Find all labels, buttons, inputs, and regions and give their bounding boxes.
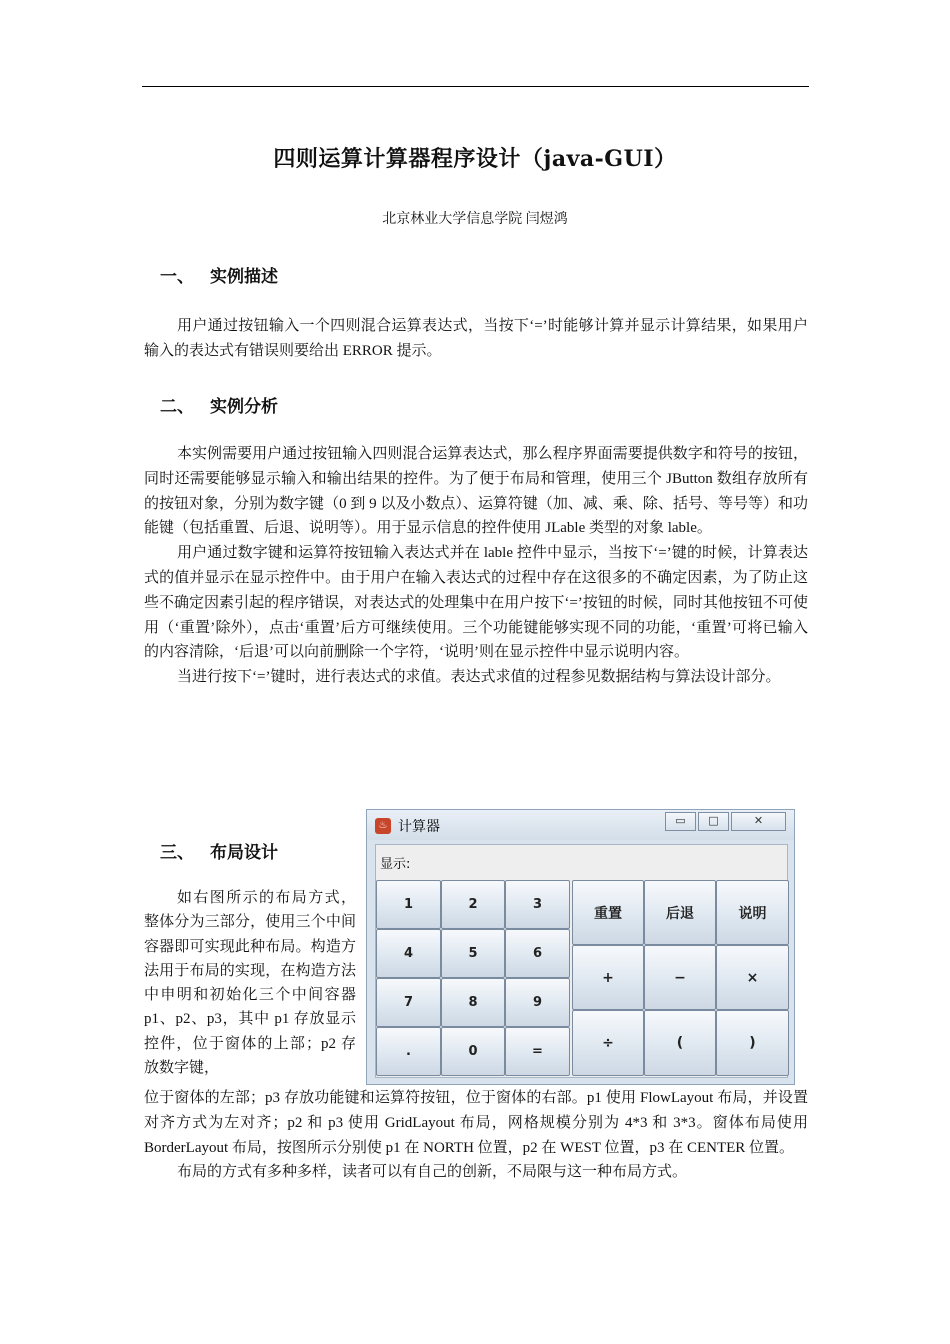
key-7[interactable]: 7 bbox=[376, 978, 441, 1027]
close-button[interactable]: ✕ bbox=[731, 812, 786, 831]
section-title: 实例分析 bbox=[210, 397, 278, 417]
key-9[interactable]: 9 bbox=[505, 978, 570, 1027]
paragraph: 当进行按下‘=’键时，进行表达式的求值。表达式求值的过程参见数据结构与算法设计部分。 bbox=[177, 669, 781, 686]
display-label: 显示: bbox=[380, 857, 411, 872]
section-1-heading bbox=[160, 262, 278, 287]
section-title: 布局设计 bbox=[210, 843, 278, 863]
section-2-heading bbox=[160, 392, 278, 417]
section-3-body-start bbox=[144, 886, 356, 1080]
header-rule bbox=[142, 86, 809, 87]
key-1[interactable]: 1 bbox=[376, 880, 441, 929]
key-0[interactable]: 0 bbox=[441, 1027, 505, 1076]
paragraph: 布局的方式有多种多样，读者可以有自己的创新，不局限与这一种布局方式。 bbox=[177, 1164, 688, 1181]
window-title: 计算器 bbox=[398, 819, 440, 835]
page-title: 四则运算计算器程序设计（java-GUI） bbox=[273, 146, 677, 172]
section-2-body bbox=[144, 442, 808, 690]
key-5[interactable]: 5 bbox=[441, 929, 505, 978]
reset-button[interactable]: 重置 bbox=[572, 880, 644, 945]
key-minus[interactable]: − bbox=[644, 945, 716, 1010]
paragraph: 用户通过数字键和运算符按钮输入表达式并在 lable 控件中显示，当按下‘=’键的时候，计算表达式的值并显示在显示控件中。由于用户在输入表达式的过程中存在这很多的不确定因素，为了防止这些不确定因素引起的程序错误，对表达式的处理集中在用户按下‘=’按钮的时候，同时其他按钮不可使用（‘重置’除外），点击‘重置’后方可继续使用。三个功能键能够实现不同的功能，‘重置’可将已输入的内容清除，‘后退’可以向前删除一个字符，‘说明’则在显示控件中显示说明内容。 bbox=[144, 545, 808, 661]
section-1-body bbox=[144, 314, 808, 364]
window-client-area bbox=[375, 844, 788, 1078]
key-open-paren[interactable]: ( bbox=[644, 1010, 716, 1076]
section-number: 二、 bbox=[160, 397, 194, 417]
key-decimal[interactable]: . bbox=[376, 1027, 441, 1076]
author-line: 北京林业大学信息学院 闫煜鸿 bbox=[382, 212, 568, 227]
java-app-icon: ♨ bbox=[375, 818, 391, 834]
paragraph-continuation: 位于窗体的左部；p3 存放功能键和运算符按钮，位于窗体的右部。p1 使用 FlowLayout 布局，并设置对齐方式为左对齐；p2 和 p3 使用 GridLayout 布局，网格规模分别为 4*3 和 3*3。窗体布局使用 BorderLayout 布局，按图所示分别使 p1 在 NORTH 位置，p2 在 WEST 位置，p3 在 CENTER 位置。 bbox=[144, 1090, 808, 1156]
maximize-button[interactable]: □ bbox=[698, 812, 729, 831]
key-multiply[interactable]: × bbox=[716, 945, 789, 1010]
key-6[interactable]: 6 bbox=[505, 929, 570, 978]
section-3-heading bbox=[160, 838, 278, 863]
help-button[interactable]: 说明 bbox=[716, 880, 789, 945]
section-number: 一、 bbox=[160, 267, 194, 287]
window-titlebar[interactable] bbox=[367, 810, 794, 840]
minimize-button[interactable]: ▭ bbox=[665, 812, 696, 831]
paragraph: 本实例需要用户通过按钮输入四则混合运算表达式，那么程序界面需要提供数字和符号的按钮，同时还需要能够显示输入和输出结果的控件。为了便于布局和管理，使用三个 JButton 数组存放所有的按钮对象，分别为数字键（0 到 9 以及小数点）、运算符键（加、减、乘、除、括号、等号等）和功能键（包括重置、后退、说明等）。用于显示信息的控件使用 JLable 类型的对象 lable。 bbox=[144, 446, 808, 537]
key-close-paren[interactable]: ) bbox=[716, 1010, 789, 1076]
key-4[interactable]: 4 bbox=[376, 929, 441, 978]
key-3[interactable]: 3 bbox=[505, 880, 570, 929]
key-8[interactable]: 8 bbox=[441, 978, 505, 1027]
key-2[interactable]: 2 bbox=[441, 880, 505, 929]
function-operator-panel bbox=[572, 880, 789, 1076]
paragraph: 用户通过按钮输入一个四则混合运算表达式，当按下‘=’时能够计算并显示计算结果，如果用户输入的表达式有错误则要给出 ERROR 提示。 bbox=[144, 318, 808, 359]
backspace-button[interactable]: 后退 bbox=[644, 880, 716, 945]
key-equals[interactable]: = bbox=[505, 1027, 570, 1076]
key-divide[interactable]: ÷ bbox=[572, 1010, 644, 1076]
section-number: 三、 bbox=[160, 843, 194, 863]
section-title: 实例描述 bbox=[210, 267, 278, 287]
paragraph: 如右图所示的布局方式，整体分为三部分，使用三个中间容器即可实现此种布局。构造方法用于布局的实现，在构造方法中申明和初始化三个中间容器 p1、p2、p3，其中 p1 存放显示控件，位于窗体的上部；p2 存放数字键， bbox=[144, 890, 356, 1077]
calculator-window bbox=[366, 809, 795, 1085]
number-key-panel bbox=[376, 880, 571, 1076]
section-3-body-rest bbox=[144, 1086, 808, 1185]
key-plus[interactable]: + bbox=[572, 945, 644, 1010]
